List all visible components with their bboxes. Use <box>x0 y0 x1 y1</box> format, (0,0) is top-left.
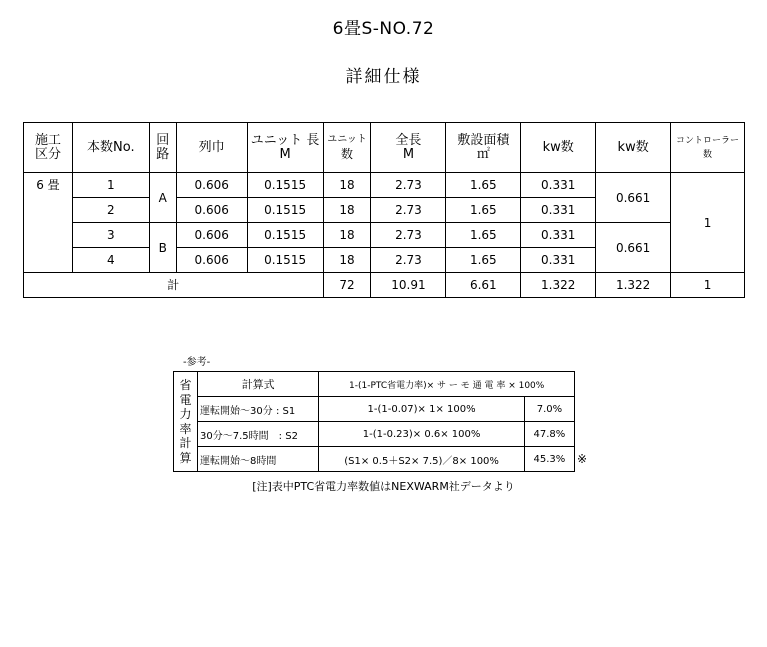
document-subtitle: 詳細仕様 <box>345 67 422 87</box>
cell-width: 0.606 <box>176 198 247 223</box>
total-row <box>24 273 745 298</box>
cell-controller: 1 <box>671 173 745 273</box>
ref-row <box>174 397 575 422</box>
cell-width: 0.606 <box>176 173 247 198</box>
header-controller: コントローラー 数 <box>671 123 745 173</box>
header-kw: kw数 <box>521 123 596 173</box>
ref-row-name: 運転開始～30分 : S1 <box>198 397 319 422</box>
cell-area: 1.65 <box>446 173 521 198</box>
spec-table <box>23 122 745 298</box>
cell-kw: 0.331 <box>521 173 596 198</box>
cell-unit-length: 0.1515 <box>247 198 323 223</box>
total-length: 10.91 <box>371 273 446 298</box>
cell-area: 1.65 <box>446 248 521 273</box>
cell-unit-count: 18 <box>323 173 371 198</box>
document-title: 6畳S-NO.72 <box>332 19 435 39</box>
cell-total-length: 2.73 <box>371 248 446 273</box>
ref-row-formula: 1-(1-0.23)× 0.6× 100% <box>319 422 525 447</box>
table-row <box>24 173 745 198</box>
cell-kw: 0.331 <box>521 248 596 273</box>
ref-side-label: 省 電 力 率 計 算 <box>174 372 198 472</box>
cell-no: 3 <box>72 223 149 248</box>
cell-unit-length: 0.1515 <box>247 223 323 248</box>
total-kw: 1.322 <box>521 273 596 298</box>
ref-row <box>174 422 575 447</box>
circuit-cell: A <box>149 173 176 223</box>
table-header-row <box>24 123 745 173</box>
cell-unit-count: 18 <box>323 248 371 273</box>
ref-row-formula: 1-(1-0.07)× 1× 100% <box>319 397 525 422</box>
total-area: 6.61 <box>446 273 521 298</box>
cell-no: 4 <box>72 248 149 273</box>
footnote: [注]表中PTC省電力率数値はNEXWARM社データより <box>252 480 515 493</box>
ref-header-formula-label: 計算式 <box>198 372 319 397</box>
ref-row-value: 45.3% <box>524 447 574 472</box>
ref-row-formula: (S1× 0.5＋S2× 7.5)／8× 100% <box>319 447 525 472</box>
cell-no: 2 <box>72 198 149 223</box>
cell-no: 1 <box>72 173 149 198</box>
ref-row-value: 47.8% <box>524 422 574 447</box>
header-division: 施工 区分 <box>24 123 73 173</box>
header-area: 敷設面積 ㎡ <box>446 123 521 173</box>
cell-area: 1.65 <box>446 223 521 248</box>
total-kw-circuit: 1.322 <box>596 273 671 298</box>
cell-kw: 0.331 <box>521 223 596 248</box>
total-controller: 1 <box>671 273 745 298</box>
header-unit-length: ユニット 長 M <box>247 123 323 173</box>
cell-unit-length: 0.1515 <box>247 173 323 198</box>
ref-header-formula: 1-(1-PTC省電力率)× サ ー モ 通 電 率 × 100% <box>319 372 575 397</box>
ref-row <box>174 447 575 472</box>
total-label: 計 <box>24 273 324 298</box>
header-circuit: 回 路 <box>149 123 176 173</box>
division-cell: 6 畳 <box>24 173 73 273</box>
header-total-length: 全長 M <box>371 123 446 173</box>
circuit-cell: B <box>149 223 176 273</box>
total-unit-count: 72 <box>323 273 371 298</box>
reference-mark: ※ <box>577 452 588 466</box>
cell-width: 0.606 <box>176 248 247 273</box>
cell-width: 0.606 <box>176 223 247 248</box>
cell-unit-count: 18 <box>323 223 371 248</box>
table-row <box>24 223 745 248</box>
cell-total-length: 2.73 <box>371 198 446 223</box>
reference-label: -参考- <box>183 357 211 368</box>
power-saving-table <box>173 371 575 472</box>
cell-kw-circuit: 0.661 <box>596 173 671 223</box>
cell-unit-length: 0.1515 <box>247 248 323 273</box>
cell-total-length: 2.73 <box>371 223 446 248</box>
header-width: 列巾 <box>176 123 247 173</box>
ref-row-name: 30分～7.5時間 : S2 <box>198 422 319 447</box>
cell-kw-circuit: 0.661 <box>596 223 671 273</box>
ref-header-row <box>174 372 575 397</box>
ref-row-value: 7.0% <box>524 397 574 422</box>
cell-kw: 0.331 <box>521 198 596 223</box>
header-unit-count: ユニット 数 <box>323 123 371 173</box>
cell-unit-count: 18 <box>323 198 371 223</box>
cell-total-length: 2.73 <box>371 173 446 198</box>
header-kw-circuit: kw数 <box>596 123 671 173</box>
header-count-no: 本数No. <box>72 123 149 173</box>
ref-row-name: 運転開始～8時間 <box>198 447 319 472</box>
cell-area: 1.65 <box>446 198 521 223</box>
